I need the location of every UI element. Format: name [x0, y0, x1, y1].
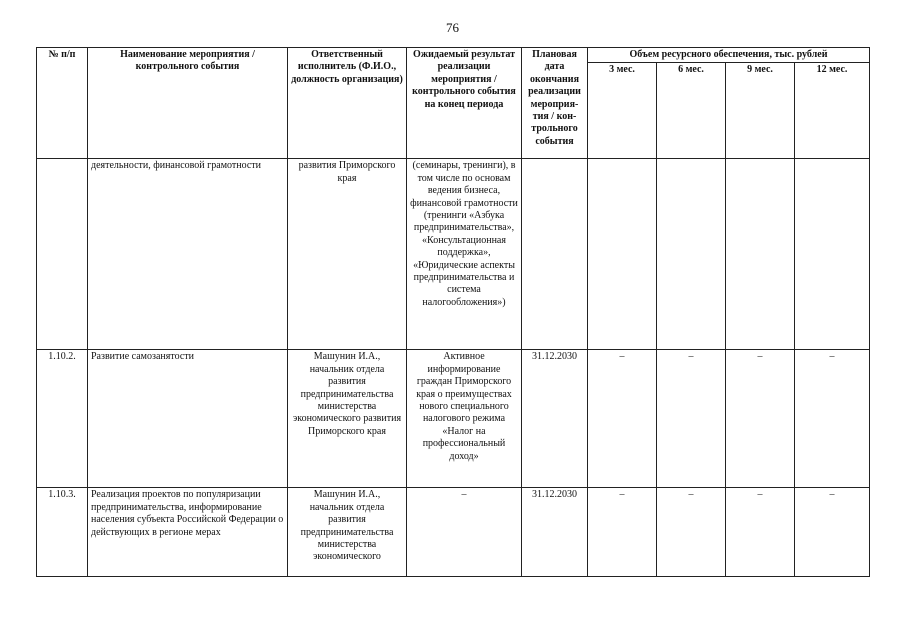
page-number: 76: [446, 20, 459, 35]
row-responsible: Машунин И.А., начальник отдела развития предпринимательства министерства экономического: [288, 488, 407, 577]
header-m12: 12 мес.: [795, 63, 870, 159]
header-num: № п/п: [37, 48, 88, 159]
row-m6: –: [657, 350, 726, 488]
row-m9: –: [726, 488, 795, 577]
row-m12: –: [795, 350, 870, 488]
header-name: Наименование мероприятия / контрольного события: [88, 48, 288, 159]
row-date: 31.12.2030: [522, 350, 588, 488]
row-expected: (семинары, тренинги), в том числе по основам ведения бизнеса, финансовой грамотности (тренинги «Азбука предпринимательства», «Консультационная поддержка», «Юридические аспекты предпринимательства и система налогообложения»): [407, 159, 522, 350]
table-row: [37, 159, 870, 350]
row-date: [522, 159, 588, 350]
activities-table: [36, 47, 870, 577]
header-m6: 6 мес.: [657, 63, 726, 159]
row-date: 31.12.2030: [522, 488, 588, 577]
header-resources: Объем ресурсного обеспечения, тыс. рублей: [588, 48, 870, 63]
row-m3: –: [588, 488, 657, 577]
row-m6: [657, 159, 726, 350]
header-m9: 9 мес.: [726, 63, 795, 159]
row-num: [37, 159, 88, 350]
header-responsible: Ответственный исполнитель (Ф.И.О., должность организация): [288, 48, 407, 159]
table-row: [37, 488, 870, 577]
row-name: Развитие самозанятости: [88, 350, 288, 488]
row-name: деятельности, финансовой грамотности: [88, 159, 288, 350]
row-responsible: Машунин И.А., начальник отдела развития предпринимательства министерства экономического развития Приморского края: [288, 350, 407, 488]
header-m3: 3 мес.: [588, 63, 657, 159]
table-row: [37, 350, 870, 488]
header-expected: Ожидаемый результат реализации мероприятия / контрольного события на конец периода: [407, 48, 522, 159]
row-responsible: развития Приморского края: [288, 159, 407, 350]
row-num: 1.10.2.: [37, 350, 88, 488]
row-m9: –: [726, 350, 795, 488]
header-row: [37, 48, 870, 63]
row-m12: [795, 159, 870, 350]
row-m6: –: [657, 488, 726, 577]
row-m12: –: [795, 488, 870, 577]
row-m3: [588, 159, 657, 350]
row-m3: –: [588, 350, 657, 488]
row-m9: [726, 159, 795, 350]
row-expected: –: [407, 488, 522, 577]
header-planned-date: Плановая дата окончания реализации мероприя-тия / кон-трольного события: [522, 48, 588, 159]
row-num: 1.10.3.: [37, 488, 88, 577]
row-expected: Активное информирование граждан Приморского края о преимуществах нового специального налогового режима «Налог на профессиональный доход»: [407, 350, 522, 488]
row-name: Реализация проектов по популяризации предпринимательства, информирование населения субъекта Российской Федерации о действующих в регионе мерах: [88, 488, 288, 577]
